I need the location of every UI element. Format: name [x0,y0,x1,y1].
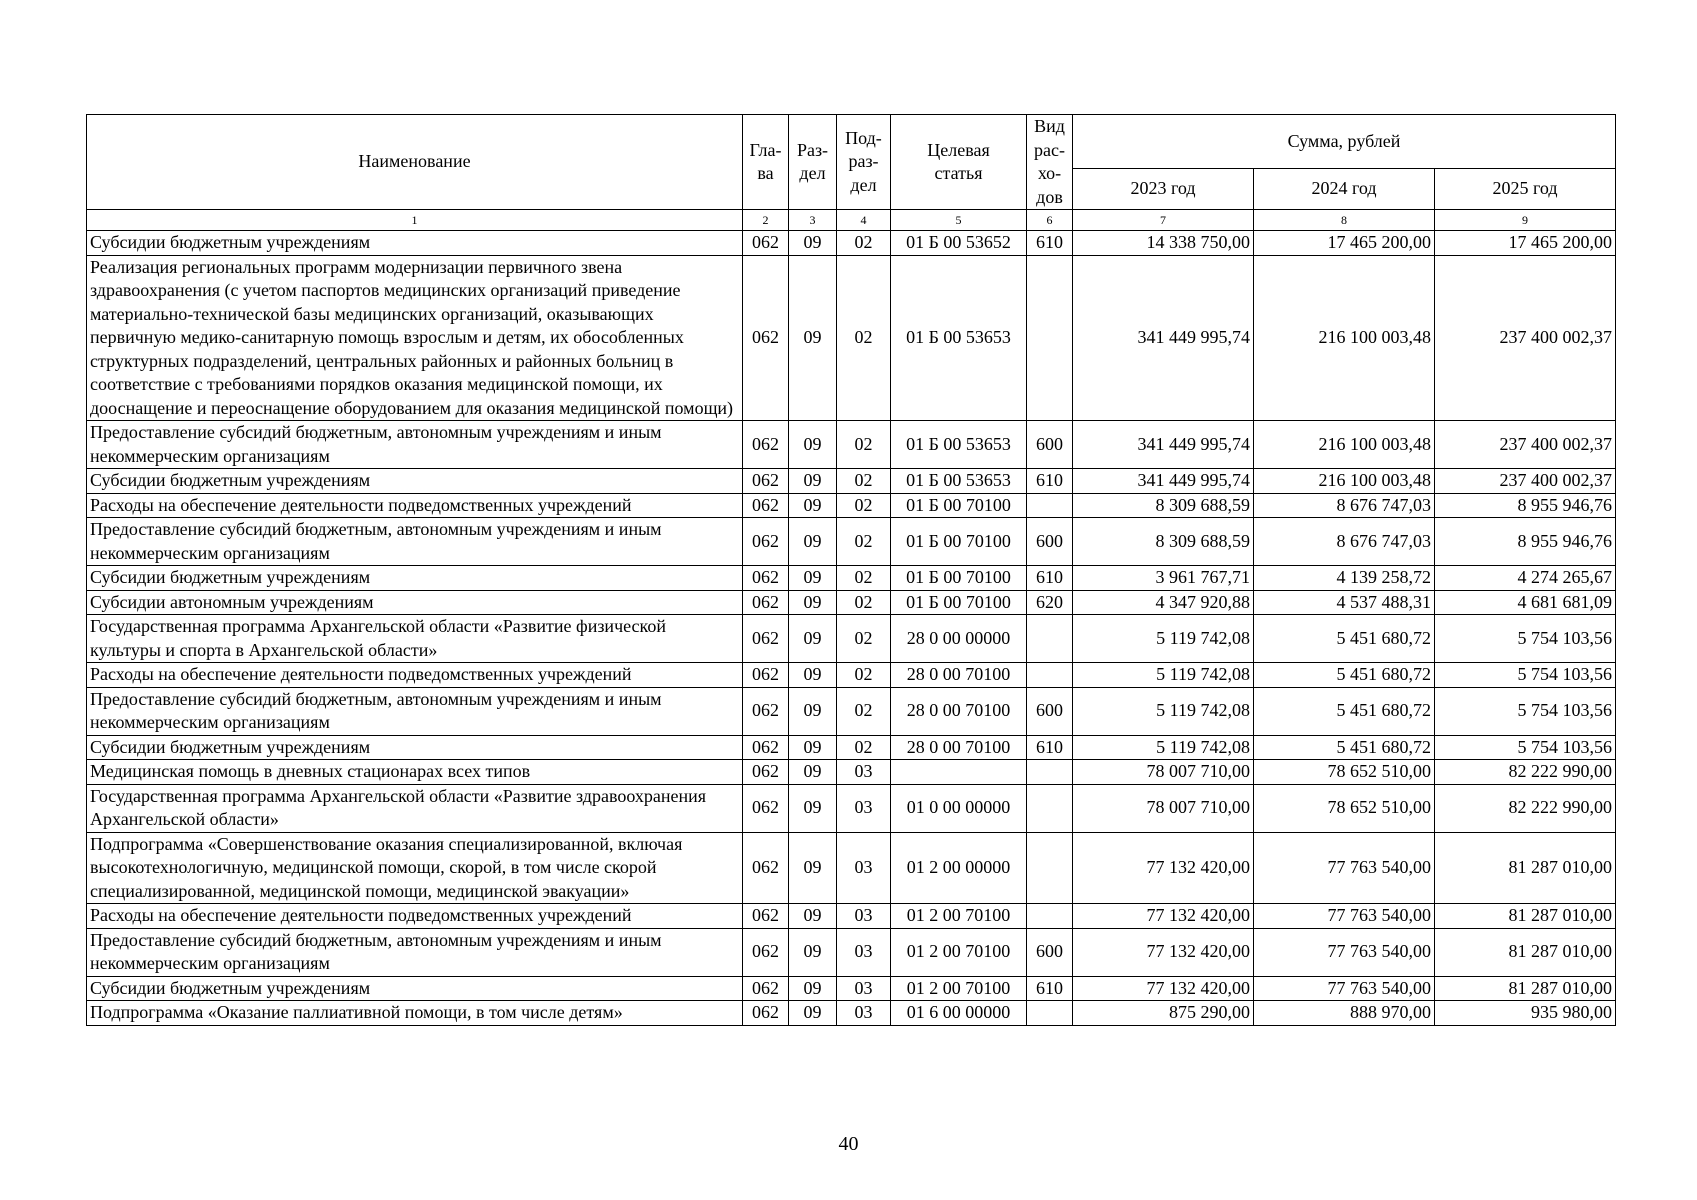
row-name: Медицинская помощь в дневных стационарах всех типов [87,760,743,785]
row-glava: 062 [743,663,789,688]
row-tselevaya-statya: 01 0 00 00000 [891,784,1027,832]
row-razdel: 09 [789,1001,837,1026]
table-row [87,1001,1616,1026]
row-podrazdel: 02 [837,615,891,663]
row-name: Государственная программа Архангельской области «Развитие физической культуры и спорта в Архангельской области» [87,615,743,663]
row-glava: 062 [743,518,789,566]
row-sum-2025: 4 274 265,67 [1435,566,1616,591]
row-sum-2025: 237 400 002,37 [1435,421,1616,469]
row-tselevaya-statya: 01 Б 00 53653 [891,255,1027,421]
row-name: Подпрограмма «Оказание паллиативной помощи, в том числе детям» [87,1001,743,1026]
table-row [87,760,1616,785]
row-razdel: 09 [789,904,837,929]
row-sum-2024: 888 970,00 [1254,1001,1435,1026]
row-sum-2024: 8 676 747,03 [1254,493,1435,518]
row-sum-2025: 237 400 002,37 [1435,469,1616,494]
row-vid-rashodov: 610 [1027,469,1073,494]
table-row [87,421,1616,469]
row-sum-2025: 5 754 103,56 [1435,663,1616,688]
row-glava: 062 [743,566,789,591]
row-sum-2024: 5 451 680,72 [1254,615,1435,663]
column-number: 2 [743,210,789,231]
row-tselevaya-statya: 01 2 00 70100 [891,928,1027,976]
row-razdel: 09 [789,928,837,976]
row-sum-2023: 14 338 750,00 [1073,231,1254,256]
row-sum-2023: 77 132 420,00 [1073,976,1254,1001]
row-sum-2023: 78 007 710,00 [1073,784,1254,832]
row-sum-2023: 78 007 710,00 [1073,760,1254,785]
row-sum-2023: 5 119 742,08 [1073,687,1254,735]
row-sum-2023: 3 961 767,71 [1073,566,1254,591]
row-name: Субсидии бюджетным учреждениям [87,231,743,256]
header-year-2024: 2024 год [1254,168,1435,209]
row-name: Предоставление субсидий бюджетным, автономным учреждениям и иным некоммерческим организациям [87,928,743,976]
table-row [87,904,1616,929]
row-sum-2025: 5 754 103,56 [1435,615,1616,663]
row-name: Расходы на обеспечение деятельности подведомственных учреждений [87,663,743,688]
table-row [87,735,1616,760]
row-podrazdel: 03 [837,832,891,904]
row-tselevaya-statya: 01 Б 00 53653 [891,469,1027,494]
row-glava: 062 [743,784,789,832]
row-glava: 062 [743,255,789,421]
table-body [87,231,1616,1026]
row-sum-2023: 77 132 420,00 [1073,832,1254,904]
budget-table [86,114,1616,1026]
row-podrazdel: 02 [837,493,891,518]
row-name: Расходы на обеспечение деятельности подведомственных учреждений [87,493,743,518]
row-name: Расходы на обеспечение деятельности подведомственных учреждений [87,904,743,929]
row-razdel: 09 [789,663,837,688]
row-name: Субсидии бюджетным учреждениям [87,735,743,760]
row-tselevaya-statya: 01 Б 00 70100 [891,590,1027,615]
row-razdel: 09 [789,518,837,566]
row-glava: 062 [743,1001,789,1026]
row-sum-2024: 17 465 200,00 [1254,231,1435,256]
row-podrazdel: 03 [837,928,891,976]
row-name: Реализация региональных программ модернизации первичного звена здравоохранения (с учетом паспортов медицинских организаций приведение материально-технической базы медицинских организаций, оказывающих первичную медико-санитарную помощь взрослым и детям, их обособленных структурных подразделений, центральных районных и районных больниц в соответствие с требованиями порядков оказания медицинской помощи, их дооснащение и переоснащение оборудованием для оказания медицинской помощи) [87,255,743,421]
row-glava: 062 [743,590,789,615]
row-razdel: 09 [789,615,837,663]
row-razdel: 09 [789,590,837,615]
row-tselevaya-statya: 28 0 00 70100 [891,663,1027,688]
row-name: Субсидии автономным учреждениям [87,590,743,615]
row-tselevaya-statya: 01 Б 00 53652 [891,231,1027,256]
row-podrazdel: 03 [837,784,891,832]
row-glava: 062 [743,976,789,1001]
row-razdel: 09 [789,735,837,760]
row-sum-2024: 4 537 488,31 [1254,590,1435,615]
row-podrazdel: 02 [837,735,891,760]
row-sum-2024: 78 652 510,00 [1254,784,1435,832]
row-sum-2025: 82 222 990,00 [1435,760,1616,785]
column-number: 7 [1073,210,1254,231]
row-sum-2024: 77 763 540,00 [1254,904,1435,929]
row-name: Подпрограмма «Совершенствование оказания специализированной, включая высокотехнологичную, медицинской помощи, скорой, в том числе скорой специализированной, медицинской помощи, медицинской эвакуации» [87,832,743,904]
row-sum-2023: 5 119 742,08 [1073,735,1254,760]
row-sum-2024: 4 139 258,72 [1254,566,1435,591]
row-podrazdel: 02 [837,421,891,469]
row-razdel: 09 [789,784,837,832]
row-vid-rashodov [1027,255,1073,421]
row-vid-rashodov: 600 [1027,518,1073,566]
row-sum-2024: 5 451 680,72 [1254,687,1435,735]
table-row [87,518,1616,566]
row-sum-2023: 77 132 420,00 [1073,928,1254,976]
column-number: 3 [789,210,837,231]
row-vid-rashodov [1027,832,1073,904]
row-razdel: 09 [789,421,837,469]
row-name: Субсидии бюджетным учреждениям [87,566,743,591]
row-podrazdel: 02 [837,663,891,688]
row-tselevaya-statya [891,760,1027,785]
row-razdel: 09 [789,976,837,1001]
row-sum-2024: 77 763 540,00 [1254,832,1435,904]
column-number: 1 [87,210,743,231]
row-vid-rashodov [1027,760,1073,785]
row-sum-2024: 8 676 747,03 [1254,518,1435,566]
row-vid-rashodov: 600 [1027,928,1073,976]
row-sum-2024: 77 763 540,00 [1254,976,1435,1001]
header-tselevaya-statya: Целевая статья [891,115,1027,210]
row-tselevaya-statya: 01 2 00 70100 [891,976,1027,1001]
row-razdel: 09 [789,231,837,256]
row-tselevaya-statya: 28 0 00 70100 [891,687,1027,735]
row-sum-2025: 82 222 990,00 [1435,784,1616,832]
row-sum-2023: 8 309 688,59 [1073,518,1254,566]
row-glava: 062 [743,493,789,518]
table-row [87,255,1616,421]
row-podrazdel: 02 [837,590,891,615]
row-sum-2024: 216 100 003,48 [1254,469,1435,494]
row-sum-2025: 81 287 010,00 [1435,832,1616,904]
row-podrazdel: 02 [837,687,891,735]
row-sum-2023: 341 449 995,74 [1073,421,1254,469]
table-row [87,928,1616,976]
header-name: Наименование [87,115,743,210]
row-tselevaya-statya: 28 0 00 70100 [891,735,1027,760]
row-name: Предоставление субсидий бюджетным, автономным учреждениям и иным некоммерческим организациям [87,421,743,469]
table-header [87,115,1616,231]
row-razdel: 09 [789,493,837,518]
header-podrazdel: Под- раз- дел [837,115,891,210]
row-sum-2023: 875 290,00 [1073,1001,1254,1026]
row-sum-2023: 8 309 688,59 [1073,493,1254,518]
column-number: 5 [891,210,1027,231]
row-podrazdel: 02 [837,231,891,256]
table-row [87,663,1616,688]
row-tselevaya-statya: 01 Б 00 70100 [891,493,1027,518]
row-sum-2024: 216 100 003,48 [1254,255,1435,421]
row-sum-2024: 5 451 680,72 [1254,735,1435,760]
row-sum-2025: 17 465 200,00 [1435,231,1616,256]
table-row [87,566,1616,591]
row-name: Предоставление субсидий бюджетным, автономным учреждениям и иным некоммерческим организациям [87,687,743,735]
row-razdel: 09 [789,832,837,904]
row-sum-2025: 5 754 103,56 [1435,735,1616,760]
row-vid-rashodov: 600 [1027,687,1073,735]
row-sum-2023: 5 119 742,08 [1073,663,1254,688]
row-vid-rashodov: 620 [1027,590,1073,615]
table-row [87,231,1616,256]
row-sum-2025: 935 980,00 [1435,1001,1616,1026]
row-podrazdel: 03 [837,760,891,785]
row-tselevaya-statya: 01 2 00 70100 [891,904,1027,929]
row-glava: 062 [743,832,789,904]
table-row [87,976,1616,1001]
row-sum-2025: 8 955 946,76 [1435,493,1616,518]
row-razdel: 09 [789,760,837,785]
row-sum-2025: 5 754 103,56 [1435,687,1616,735]
table-row [87,590,1616,615]
header-vid-rashodov: Вид рас- хо- дов [1027,115,1073,210]
row-sum-2025: 81 287 010,00 [1435,904,1616,929]
row-sum-2023: 77 132 420,00 [1073,904,1254,929]
row-vid-rashodov [1027,784,1073,832]
row-vid-rashodov: 610 [1027,735,1073,760]
table-row [87,832,1616,904]
row-tselevaya-statya: 01 Б 00 70100 [891,566,1027,591]
row-glava: 062 [743,687,789,735]
header-razdel: Раз- дел [789,115,837,210]
row-razdel: 09 [789,687,837,735]
row-tselevaya-statya: 28 0 00 00000 [891,615,1027,663]
row-glava: 062 [743,421,789,469]
column-number-row [87,210,1616,231]
row-glava: 062 [743,615,789,663]
row-name: Субсидии бюджетным учреждениям [87,469,743,494]
row-sum-2024: 77 763 540,00 [1254,928,1435,976]
row-sum-2024: 5 451 680,72 [1254,663,1435,688]
row-podrazdel: 03 [837,976,891,1001]
header-year-2025: 2025 год [1435,168,1616,209]
row-sum-2023: 341 449 995,74 [1073,255,1254,421]
row-razdel: 09 [789,566,837,591]
column-number: 8 [1254,210,1435,231]
row-razdel: 09 [789,255,837,421]
row-vid-rashodov [1027,615,1073,663]
column-number: 6 [1027,210,1073,231]
row-podrazdel: 03 [837,1001,891,1026]
row-sum-2025: 81 287 010,00 [1435,976,1616,1001]
row-sum-2024: 216 100 003,48 [1254,421,1435,469]
row-vid-rashodov: 610 [1027,566,1073,591]
row-glava: 062 [743,231,789,256]
row-glava: 062 [743,904,789,929]
row-sum-2025: 8 955 946,76 [1435,518,1616,566]
header-year-2023: 2023 год [1073,168,1254,209]
row-name: Государственная программа Архангельской области «Развитие здравоохранения Архангельской области» [87,784,743,832]
row-vid-rashodov: 600 [1027,421,1073,469]
row-sum-2025: 237 400 002,37 [1435,255,1616,421]
row-glava: 062 [743,928,789,976]
row-glava: 062 [743,469,789,494]
row-podrazdel: 02 [837,255,891,421]
row-tselevaya-statya: 01 6 00 00000 [891,1001,1027,1026]
row-name: Предоставление субсидий бюджетным, автономным учреждениям и иным некоммерческим организациям [87,518,743,566]
table-row [87,469,1616,494]
page-number: 40 [838,1133,859,1155]
row-vid-rashodov [1027,1001,1073,1026]
row-sum-2025: 81 287 010,00 [1435,928,1616,976]
row-tselevaya-statya: 01 2 00 00000 [891,832,1027,904]
row-vid-rashodov: 610 [1027,231,1073,256]
row-podrazdel: 02 [837,518,891,566]
row-podrazdel: 02 [837,469,891,494]
row-vid-rashodov [1027,493,1073,518]
row-razdel: 09 [789,469,837,494]
table-row [87,687,1616,735]
row-sum-2023: 341 449 995,74 [1073,469,1254,494]
row-vid-rashodov [1027,904,1073,929]
column-number: 4 [837,210,891,231]
column-number: 9 [1435,210,1616,231]
row-podrazdel: 03 [837,904,891,929]
table-row [87,493,1616,518]
row-sum-2025: 4 681 681,09 [1435,590,1616,615]
row-sum-2024: 78 652 510,00 [1254,760,1435,785]
table-row [87,784,1616,832]
row-tselevaya-statya: 01 Б 00 53653 [891,421,1027,469]
row-glava: 062 [743,735,789,760]
row-vid-rashodov: 610 [1027,976,1073,1001]
row-tselevaya-statya: 01 Б 00 70100 [891,518,1027,566]
row-sum-2023: 5 119 742,08 [1073,615,1254,663]
header-summa: Сумма, рублей [1073,115,1616,169]
row-name: Субсидии бюджетным учреждениям [87,976,743,1001]
row-podrazdel: 02 [837,566,891,591]
row-vid-rashodov [1027,663,1073,688]
row-glava: 062 [743,760,789,785]
table-row [87,615,1616,663]
row-sum-2023: 4 347 920,88 [1073,590,1254,615]
header-glava: Гла- ва [743,115,789,210]
